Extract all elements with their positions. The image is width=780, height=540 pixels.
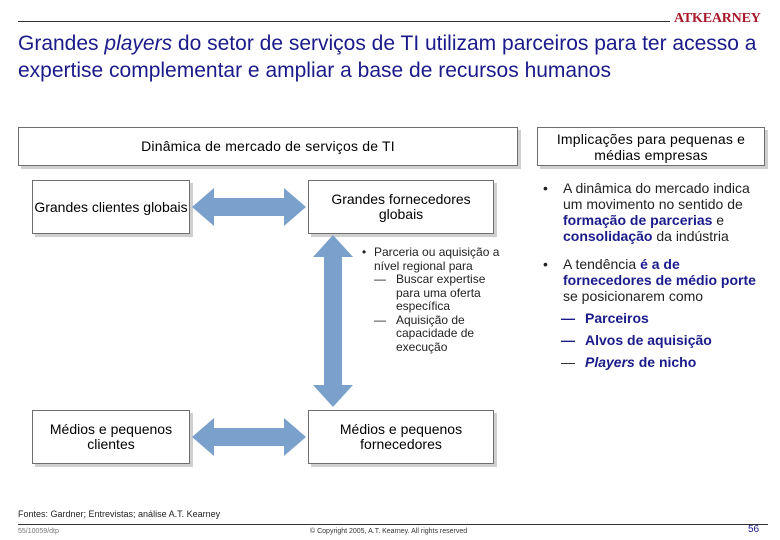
sub3-italic: Players — [585, 354, 635, 370]
implication-bullet-2 — [537, 256, 765, 304]
b1-pre: A dinâmica do mercado indica um movimento no sentido de — [563, 180, 750, 212]
implication-sub-niche — [537, 354, 765, 370]
brand-logo: ATKEARNEY — [674, 11, 761, 26]
top-double-arrow-icon — [192, 186, 306, 228]
b1-hl1: formação de parcerias — [563, 212, 713, 228]
bottom-rule — [18, 524, 768, 525]
b1-mid: e — [712, 212, 725, 228]
large-global-clients-label: Grandes clientes globais — [34, 198, 188, 215]
vertical-arrow-note — [362, 246, 502, 354]
implication-sub-partners: — Parceiros — [537, 310, 765, 326]
note-bullet: • Parceria ou aquisição a nível regional para — [362, 246, 502, 273]
implication-bullet-1 — [537, 180, 765, 244]
implications-list — [537, 180, 765, 370]
page-number: 56 — [748, 524, 760, 535]
small-medium-clients-box — [32, 410, 190, 464]
title-part-2: do setor de serviços de TI utilizam parceiros para ter acesso a expertise complementar e ampliar a base de recursos humanos — [18, 32, 757, 82]
b1-hl2: consolidação — [563, 228, 653, 244]
vertical-double-arrow-icon — [313, 235, 353, 407]
copyright: © Copyright 2005, A.T. Kearney. All rights reserved — [310, 528, 468, 535]
large-global-suppliers-box — [308, 180, 494, 234]
b2-post: se posicionarem como — [563, 288, 704, 304]
b2-hl1: é a de fornecedores de médio porte — [563, 256, 756, 288]
b1-post: da indústria — [652, 228, 729, 244]
small-medium-suppliers-label: Médios e pequenos fornecedores — [339, 421, 463, 452]
large-global-clients-box — [32, 180, 190, 234]
implications-header-label: Implicações para pequenas e médias empresas — [556, 130, 746, 163]
market-dynamics-header — [18, 127, 518, 166]
top-rule — [18, 21, 670, 22]
large-global-suppliers-label: Grandes fornecedores globais — [331, 191, 471, 222]
small-medium-suppliers-box — [308, 410, 494, 464]
implications-header — [537, 127, 765, 166]
note-sub-capacity: — Aquisição de capacidade de execução — [374, 314, 502, 355]
note-sub-expertise: — Buscar expertise para uma oferta específica — [374, 273, 502, 314]
page-title — [18, 30, 768, 84]
doc-code: 55/10059/dtp — [18, 528, 59, 535]
title-part-1: Grandes — [18, 32, 105, 55]
market-dynamics-header-label: Dinâmica de mercado de serviços de TI — [141, 138, 395, 154]
sub3-rest: de nicho — [634, 354, 697, 370]
title-italic: players — [104, 32, 173, 55]
implication-sub-acquisition: — Alvos de aquisição — [537, 332, 765, 348]
source-note: Fontes: Gardner; Entrevistas; análise A.T. Kearney — [18, 509, 221, 519]
small-medium-clients-label: Médios e pequenos clientes — [49, 421, 173, 452]
b2-pre: A tendência — [563, 256, 641, 272]
bottom-double-arrow-icon — [192, 416, 306, 458]
